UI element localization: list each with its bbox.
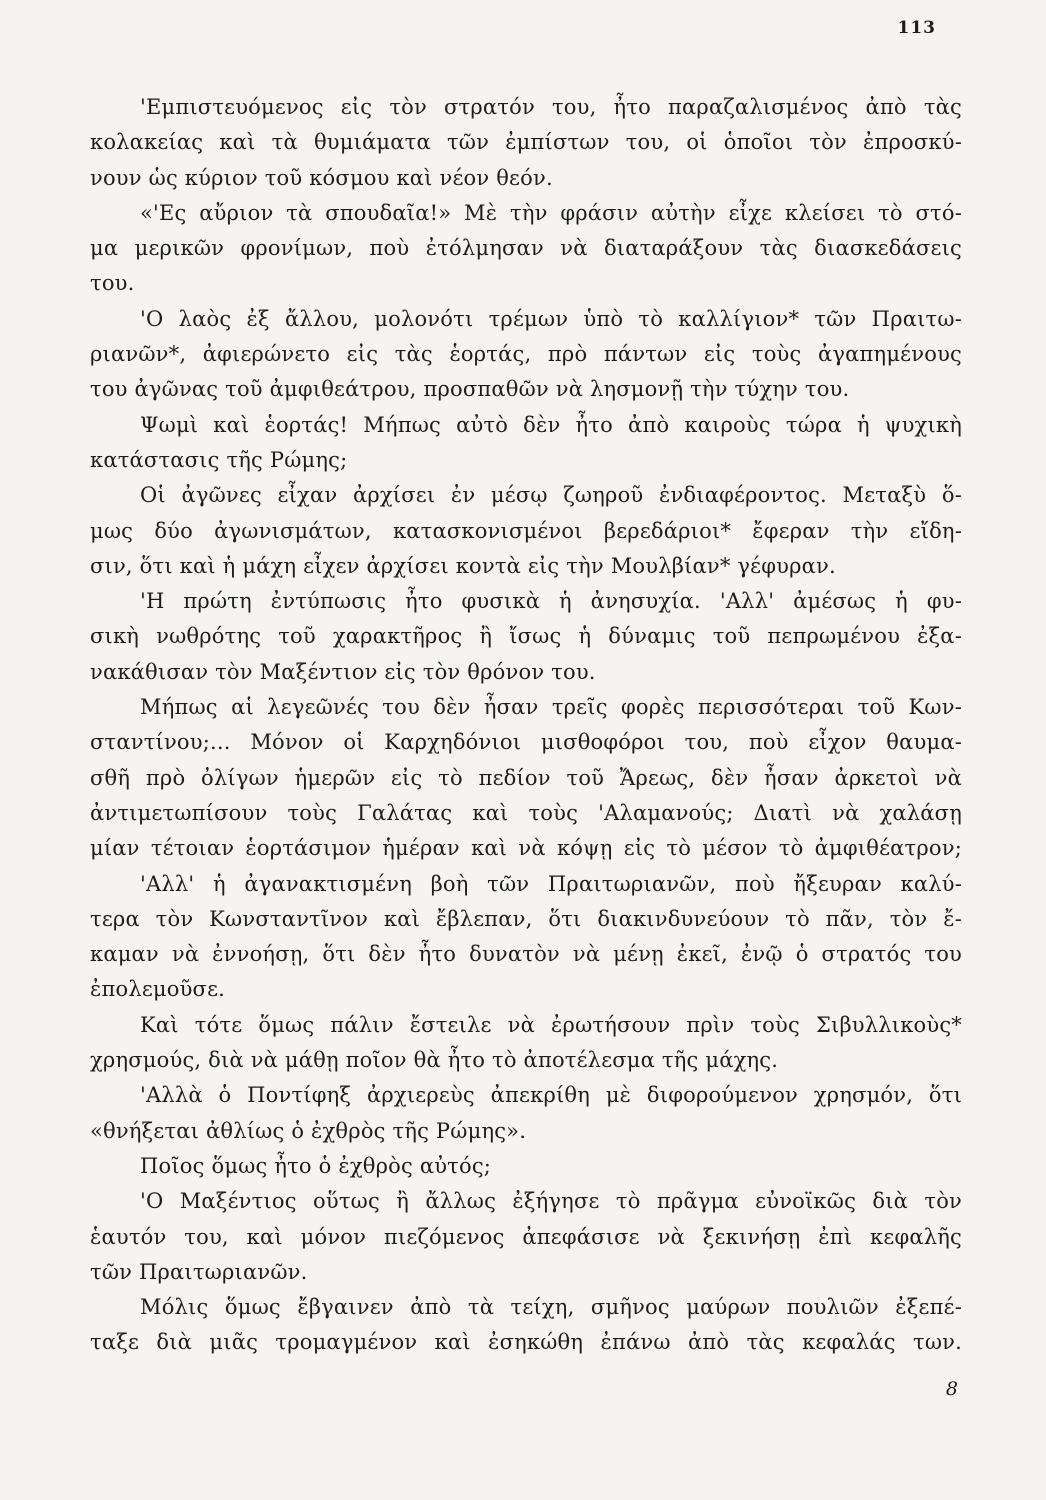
- text-line: 'Αλλὰ ὁ Ποντίφηξ ἀρχιερεὺς ἀπεκρίθη μὲ διφορούμενον χρησμόν, ὅτι: [140, 1083, 962, 1108]
- text-line: σθῆ πρὸ ὀλίγων ἡμερῶν εἰς τὸ πεδίον τοῦ Ἄρεως, δὲν ἦσαν ἀρκετοὶ νὰ: [90, 765, 962, 790]
- text-line: σικὴ νωθρότης τοῦ χαρακτῆρος ἢ ἴσως ἡ δύναμις τοῦ πεπρωμένου ἐξα-: [90, 624, 962, 649]
- text-line: μως δύο ἀγωνισμάτων, κατασκονισμένοι βερεδάριοι* ἔφεραν τὴν εἴδη-: [90, 518, 962, 543]
- text-line: ἀντιμετωπίσουν τοὺς Γαλάτας καὶ τοὺς 'Αλαμανούς; Διατὶ νὰ χαλάσῃ: [90, 800, 962, 825]
- text-line: μα μερικῶν φρονίμων, ποὺ ἐτόλμησαν νὰ διαταράξουν τὰς διασκεδάσεις: [90, 236, 962, 261]
- text-line: ἑαυτόν του, καὶ μόνον πιεζόμενος ἀπεφάσισε νὰ ξεκινήσῃ ἐπὶ κεφαλῆς: [90, 1224, 962, 1249]
- text-line: χρησμούς, διὰ νὰ μάθῃ ποῖον θὰ ἦτο τὸ ἀποτέλεσμα τῆς μάχης.: [90, 1048, 779, 1073]
- signature-mark: 8: [945, 1378, 958, 1400]
- text-line: Ψωμὶ καὶ ἑορτάς! Μήπως αὐτὸ δὲν ἦτο ἀπὸ καιροὺς τώρα ἡ ψυχικὴ: [140, 412, 962, 437]
- text-line: καμαν νὰ ἐννοήσῃ, ὅτι δὲν ἦτο δυνατὸν νὰ μένῃ ἐκεῖ, ἐνῷ ὁ στρατός του: [90, 942, 962, 967]
- text-line: «'Ες αὔριον τὰ σπουδαῖα!» Μὲ τὴν φράσιν αὐτὴν εἶχε κλείσει τὸ στό-: [140, 200, 962, 225]
- text-line: του.: [90, 271, 135, 296]
- text-line: 'Αλλ' ἡ ἀγανακτισμένη βοὴ τῶν Πραιτωριανῶν, ποὺ ἤξευραν καλύ-: [140, 871, 962, 896]
- text-line: σιν, ὅτι καὶ ἡ μάχη εἶχεν ἀρχίσει κοντὰ εἰς τὴν Μουλβίαν* γέφυραν.: [90, 553, 836, 578]
- text-line: ἐπολεμοῦσε.: [90, 977, 226, 1002]
- text-line: νακάθισαν τὸν Μαξέντιον εἰς τὸν θρόνον του.: [90, 659, 596, 684]
- text-line: Οἱ ἀγῶνες εἶχαν ἀρχίσει ἐν μέσῳ ζωηροῦ ἐνδιαφέροντος. Μεταξὺ ὅ-: [140, 483, 962, 508]
- text-line: 'Ο λαὸς ἐξ ἄλλου, μολονότι τρέμων ὑπὸ τὸ καλλίγιον* τῶν Πραιτω-: [140, 306, 962, 331]
- text-line: νουν ὡς κύριον τοῦ κόσμου καὶ νέον θεόν.: [90, 165, 553, 190]
- text-line: Μόλις ὅμως ἔβγαινεν ἀπὸ τὰ τείχη, σμῆνος μαύρων πουλιῶν ἐξεπέ-: [140, 1295, 962, 1320]
- text-line: ταξε διὰ μιᾶς τρομαγμένον καὶ ἐσηκώθη ἐπάνω ἀπὸ τὰς κεφαλάς των.: [90, 1330, 962, 1355]
- page-number: 113: [897, 18, 936, 38]
- text-line: 'Εμπιστευόμενος εἰς τὸν στρατόν του, ἦτο παραζαλισμένος ἀπὸ τὰς: [140, 95, 962, 119]
- body-text: [90, 90, 962, 1361]
- text-line: του ἀγῶνας τοῦ ἀμφιθεάτρου, προσπαθῶν νὰ λησμονῇ τὴν τύχην του.: [90, 377, 850, 402]
- text-line: κολακείας καὶ τὰ θυμιάματα τῶν ἐμπίστων του, οἱ ὁποῖοι τὸν ἐπροσκύ-: [90, 130, 962, 155]
- text-line: σταντίνου;... Μόνον οἱ Καρχηδόνιοι μισθοφόροι του, ποὺ εἶχον θαυμα-: [90, 730, 962, 755]
- text-line: 'Η πρώτη ἐντύπωσις ἦτο φυσικὰ ἡ ἀνησυχία. 'Αλλ' ἀμέσως ἡ φυ-: [140, 589, 962, 614]
- text-line: Μήπως αἱ λεγεῶνές του δὲν ἦσαν τρεῖς φορὲς περισσότεραι τοῦ Κων-: [140, 695, 962, 720]
- text-line: τερα τὸν Κωνσταντῖνον καὶ ἔβλεπαν, ὅτι διακινδυνεύουν τὸ πᾶν, τὸν ἔ-: [90, 906, 962, 931]
- text-line: κατάστασις τῆς Ρώμης;: [90, 447, 348, 472]
- text-line: «θνήξεται ἀθλίως ὁ ἐχθρὸς τῆς Ρώμης».: [90, 1118, 527, 1143]
- text-line: ριανῶν*, ἀφιερώνετο εἰς τὰς ἑορτάς, πρὸ πάντων εἰς τοὺς ἀγαπημένους: [90, 342, 962, 367]
- text-line: 'Ο Μαξέντιος οὕτως ἢ ἄλλως ἐξήγησε τὸ πρᾶγμα εὐνοϊκῶς διὰ τὸν: [140, 1189, 962, 1214]
- text-line: Ποῖος ὅμως ἦτο ὁ ἐχθρὸς αὐτός;: [140, 1153, 492, 1178]
- text-line: μίαν τέτοιαν ἑορτάσιμον ἡμέραν καὶ νὰ κόψῃ εἰς τὸ μέσον τὸ ἀμφιθέατρον;: [90, 836, 962, 861]
- text-line: τῶν Πραιτωριανῶν.: [90, 1259, 308, 1284]
- text-line: Καὶ τότε ὅμως πάλιν ἔστειλε νὰ ἐρωτήσουν πρὶν τοὺς Σιβυλλικοὺς*: [140, 1012, 962, 1037]
